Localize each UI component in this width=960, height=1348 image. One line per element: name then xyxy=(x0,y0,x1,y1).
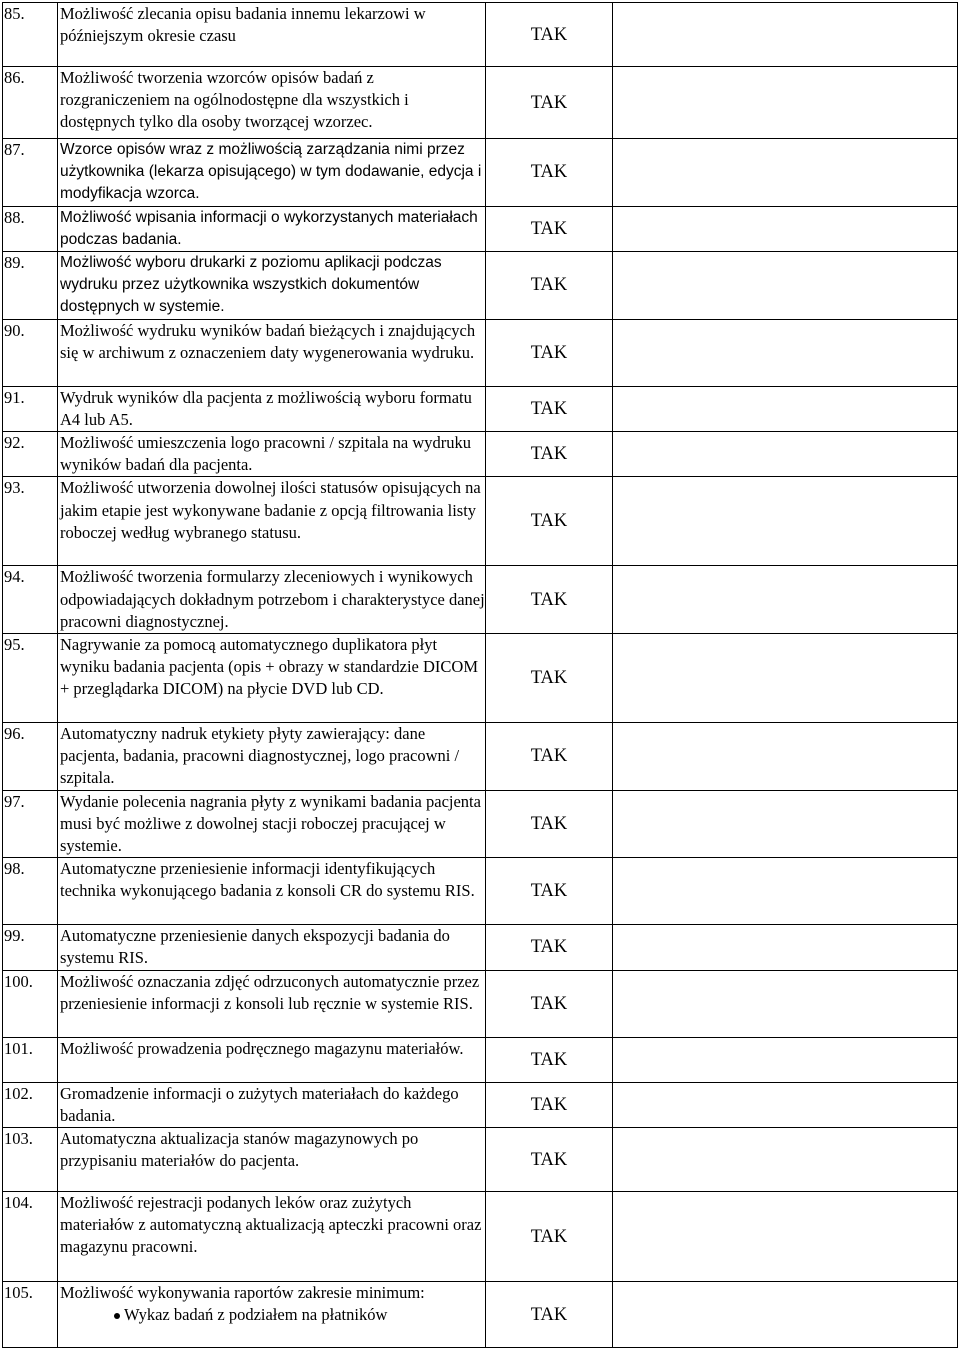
row-extra-cell xyxy=(613,723,958,791)
table-row xyxy=(3,432,958,477)
row-value-cell xyxy=(486,970,613,1037)
table-row xyxy=(3,1037,958,1082)
row-description-cell xyxy=(58,634,486,723)
row-extra-cell xyxy=(613,1128,958,1192)
row-value-cell xyxy=(486,1282,613,1348)
row-extra-cell xyxy=(613,925,958,970)
row-description: Automatyczne przeniesienie danych ekspozycji badania do systemu RIS. xyxy=(60,926,450,968)
row-value: TAK xyxy=(530,1094,568,1115)
row-description-cell xyxy=(58,1282,486,1348)
row-value: TAK xyxy=(530,92,568,113)
row-number: 97. xyxy=(4,791,25,811)
row-number: 104. xyxy=(4,1193,33,1213)
row-extra-cell xyxy=(613,206,958,251)
row-number-cell xyxy=(3,634,58,723)
row-number-cell xyxy=(3,1037,58,1082)
row-value-cell xyxy=(486,206,613,251)
row-number: 94. xyxy=(4,567,25,587)
table-row xyxy=(3,858,958,925)
row-number: 100. xyxy=(4,971,33,991)
row-value: TAK xyxy=(530,589,568,610)
row-description: Możliwość rejestracji podanych leków oraz zużytych materiałów z automatyczną aktualizacją apteczki pracowni oraz magazynu pracowni. xyxy=(60,1193,482,1257)
row-extra-cell xyxy=(613,252,958,320)
row-number: 101. xyxy=(4,1038,33,1058)
row-value-cell xyxy=(486,432,613,477)
row-description: Możliwość zlecania opisu badania innemu lekarzowi w późniejszym okresie czasu xyxy=(60,4,426,46)
row-description: Możliwość utworzenia dowolnej ilości statusów opisujących na jakim etapie jest wykonywane badanie z opcją filtrowania listy roboczej według wybranego statusu. xyxy=(60,478,481,542)
row-number-cell xyxy=(3,1192,58,1282)
row-value: TAK xyxy=(530,162,568,183)
table-row xyxy=(3,3,958,67)
requirements-table xyxy=(2,2,958,1348)
row-number-cell xyxy=(3,723,58,791)
row-extra-cell xyxy=(613,1192,958,1282)
row-number-cell xyxy=(3,1082,58,1127)
table-row xyxy=(3,970,958,1037)
row-value-cell xyxy=(486,1128,613,1192)
row-value-cell xyxy=(486,790,613,858)
row-description: Możliwość wydruku wyników badań bieżących i znajdujących się w archiwum z oznaczeniem daty wygenerowania wydruku. xyxy=(60,320,476,362)
row-value: TAK xyxy=(530,881,568,902)
row-number: 98. xyxy=(4,859,25,879)
row-description-cell xyxy=(58,1037,486,1082)
bullet-icon xyxy=(114,1313,120,1319)
row-number: 105. xyxy=(4,1283,33,1303)
table-row xyxy=(3,723,958,791)
row-number-cell xyxy=(3,252,58,320)
row-number-cell xyxy=(3,3,58,67)
table-row xyxy=(3,566,958,634)
row-number: 89. xyxy=(4,253,25,273)
row-number-cell xyxy=(3,432,58,477)
row-value: TAK xyxy=(530,1049,568,1070)
row-number: 103. xyxy=(4,1129,33,1149)
row-number-cell xyxy=(3,970,58,1037)
row-number-cell xyxy=(3,1282,58,1348)
table-row xyxy=(3,206,958,251)
row-value-cell xyxy=(486,1037,613,1082)
row-extra-cell xyxy=(613,1082,958,1127)
row-description-cell xyxy=(58,432,486,477)
row-extra-cell xyxy=(613,319,958,386)
row-description-cell xyxy=(58,1128,486,1192)
row-value: TAK xyxy=(530,1226,568,1247)
row-value-cell xyxy=(486,1192,613,1282)
row-description-cell xyxy=(58,566,486,634)
row-description: Nagrywanie za pomocą automatycznego duplikatora płyt wyniku badania pacjenta (opis + obrazy w standardzie DICOM + przeglądarka DICOM) na płycie DVD lub CD. xyxy=(60,635,479,699)
row-extra-cell xyxy=(613,1037,958,1082)
row-value: TAK xyxy=(530,937,568,958)
row-extra-cell xyxy=(613,634,958,723)
row-description: Możliwość oznaczania zdjęć odrzuconych automatycznie przez przeniesienie informacji z konsoli lub ręcznie w systemie RIS. xyxy=(60,971,480,1013)
row-number: 86. xyxy=(4,68,25,87)
row-extra-cell xyxy=(613,858,958,925)
row-number-cell xyxy=(3,925,58,970)
row-number-cell xyxy=(3,790,58,858)
row-value: TAK xyxy=(530,1304,568,1325)
row-description-cell xyxy=(58,3,486,67)
row-number: 99. xyxy=(4,926,25,946)
row-extra-cell xyxy=(613,386,958,431)
row-value-cell xyxy=(486,252,613,320)
table-row xyxy=(3,790,958,858)
row-number-cell xyxy=(3,206,58,251)
row-number: 95. xyxy=(4,635,25,655)
row-value-cell xyxy=(486,566,613,634)
row-number-cell xyxy=(3,319,58,386)
row-value-cell xyxy=(486,634,613,723)
row-extra-cell xyxy=(613,67,958,139)
row-number-cell xyxy=(3,386,58,431)
row-extra-cell xyxy=(613,477,958,566)
row-value: TAK xyxy=(530,746,568,767)
table-row xyxy=(3,139,958,207)
row-extra-cell xyxy=(613,566,958,634)
row-number-cell xyxy=(3,67,58,139)
row-description-cell xyxy=(58,386,486,431)
row-description-cell xyxy=(58,1192,486,1282)
table-row xyxy=(3,1282,958,1348)
table-row xyxy=(3,477,958,566)
row-number: 93. xyxy=(4,478,25,498)
row-value-cell xyxy=(486,858,613,925)
row-description: Automatyczna aktualizacja stanów magazynowych po przypisaniu materiałów do pacjenta. xyxy=(60,1129,419,1171)
row-value-cell xyxy=(486,139,613,207)
row-number: 102. xyxy=(4,1083,33,1103)
requirements-table-body xyxy=(3,3,958,1348)
row-value-cell xyxy=(486,1082,613,1127)
row-description-cell xyxy=(58,477,486,566)
row-description-cell xyxy=(58,206,486,251)
row-number: 88. xyxy=(4,207,25,227)
row-extra-cell xyxy=(613,432,958,477)
row-description-cell xyxy=(58,252,486,320)
row-description: Automatyczne przeniesienie informacji identyfikujących technika wykonującego badania z konsoli CR do systemu RIS. xyxy=(60,859,475,901)
row-description-cell xyxy=(58,723,486,791)
row-description-cell xyxy=(58,139,486,207)
row-number: 90. xyxy=(4,320,25,340)
row-description: Automatyczny nadruk etykiety płyty zawierający: dane pacjenta, badania, pracowni diagnostycznej, logo pracowni / szpitala. xyxy=(60,724,460,788)
row-value: TAK xyxy=(530,511,568,532)
row-description-cell xyxy=(58,319,486,386)
row-description-cell xyxy=(58,925,486,970)
row-extra-cell xyxy=(613,3,958,67)
row-value-cell xyxy=(486,386,613,431)
row-description-cell xyxy=(58,67,486,139)
table-row xyxy=(3,1192,958,1282)
row-description-cell xyxy=(58,970,486,1037)
row-number-cell xyxy=(3,858,58,925)
bullet-text: Wykaz badań z podziałem na płatników xyxy=(124,1305,388,1325)
row-number: 92. xyxy=(4,433,25,453)
table-row xyxy=(3,1128,958,1192)
table-row xyxy=(3,252,958,320)
table-row xyxy=(3,386,958,431)
row-number: 87. xyxy=(4,140,25,159)
row-value-cell xyxy=(486,925,613,970)
row-value: TAK xyxy=(530,444,568,465)
row-description-cell xyxy=(58,790,486,858)
row-value-cell xyxy=(486,3,613,67)
row-value: TAK xyxy=(530,275,568,296)
row-value-cell xyxy=(486,67,613,139)
row-description-cell xyxy=(58,1082,486,1127)
table-row xyxy=(3,925,958,970)
row-description-cell xyxy=(58,858,486,925)
row-number: 91. xyxy=(4,387,25,407)
row-value: TAK xyxy=(530,668,568,689)
row-value-cell xyxy=(486,723,613,791)
row-number-cell xyxy=(3,566,58,634)
row-number: 85. xyxy=(4,4,25,23)
table-row xyxy=(3,1082,958,1127)
row-value: TAK xyxy=(530,218,568,239)
row-description: Możliwość tworzenia wzorców opisów badań z rozgraniczeniem na ogólnodostępne dla wszystkich i dostępnych tylko dla osoby tworzącej wzorzec. xyxy=(60,68,409,132)
row-description: Wzorce opisów wraz z możliwością zarządzania nimi przez użytkownika (lekarza opisującego) w tym dodawanie, edycja i modyfikacja wzorca. xyxy=(60,141,482,203)
row-value: TAK xyxy=(530,813,568,834)
row-number: 96. xyxy=(4,724,25,744)
table-row xyxy=(3,319,958,386)
row-description: Możliwość prowadzenia podręcznego magazynu materiałów. xyxy=(60,1038,464,1058)
row-description: Możliwość tworzenia formularzy zleceniowych i wynikowych odpowiadających dokładnym potrzebom i charakterystyce danej pracowni diagnostycznej. xyxy=(60,567,485,631)
row-value: TAK xyxy=(530,993,568,1014)
row-description: Wydruk wyników dla pacjenta z możliwością wyboru formatu A4 lub A5. xyxy=(60,387,472,429)
row-extra-cell xyxy=(613,790,958,858)
bullet-item xyxy=(58,1304,485,1326)
row-extra-cell xyxy=(613,970,958,1037)
row-extra-cell xyxy=(613,139,958,207)
row-number-cell xyxy=(3,1128,58,1192)
row-description: Możliwość wykonywania raportów zakresie minimum: xyxy=(60,1283,425,1303)
row-value-cell xyxy=(486,319,613,386)
row-value: TAK xyxy=(530,342,568,363)
row-description: Możliwość wyboru drukarki z poziomu aplikacji podczas wydruku przez użytkownika wszystkich dokumentów dostępnych w systemie. xyxy=(60,254,442,316)
row-number-cell xyxy=(3,139,58,207)
table-row xyxy=(3,67,958,139)
row-description: Wydanie polecenia nagrania płyty z wynikami badania pacjenta musi być możliwe z dowolnej stacji roboczej pracującej w systemie. xyxy=(60,791,481,856)
row-description: Możliwość umieszczenia logo pracowni / szpitala na wydruku wyników badań dla pacjenta. xyxy=(60,433,472,475)
row-value: TAK xyxy=(530,398,568,419)
row-value-cell xyxy=(486,477,613,566)
row-value: TAK xyxy=(530,1149,568,1170)
row-extra-cell xyxy=(613,1282,958,1348)
row-description: Gromadzenie informacji o zużytych materiałach do każdego badania. xyxy=(60,1083,459,1125)
row-value: TAK xyxy=(530,24,568,45)
row-description: Możliwość wpisania informacji o wykorzystanych materiałach podczas badania. xyxy=(60,208,478,248)
table-row xyxy=(3,634,958,723)
row-number-cell xyxy=(3,477,58,566)
